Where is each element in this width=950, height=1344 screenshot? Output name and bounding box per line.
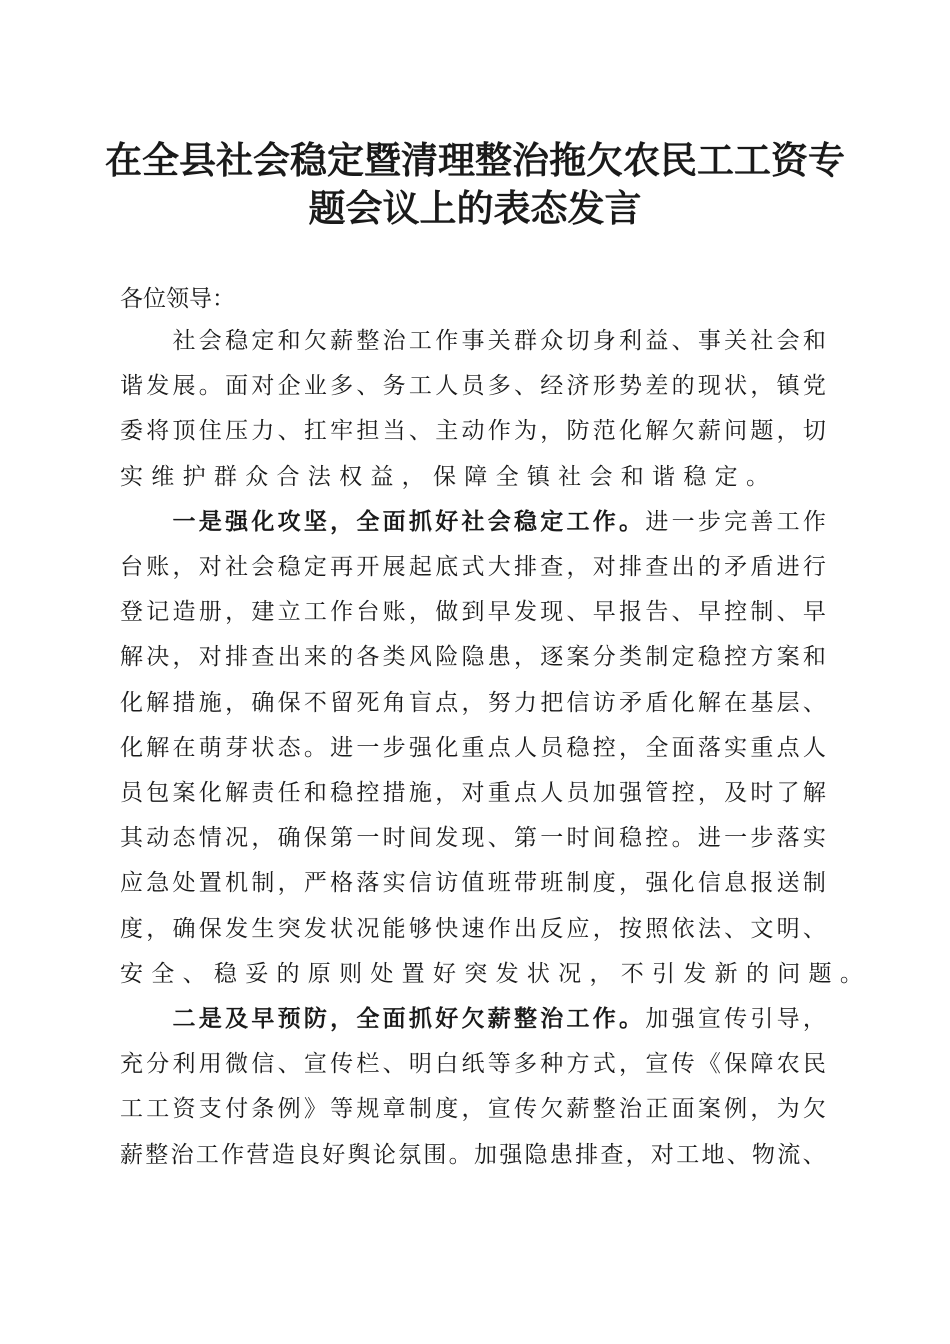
body-line: 实 维 护 群 众 合 法 权 益 ， 保 障 全 镇 社 会 和 谐 稳 定 。 bbox=[120, 463, 769, 490]
document-title-line-2: 题会议上的表态发言 bbox=[308, 186, 642, 230]
body-line: 员 包 案 化 解 责 任 和 稳 控 措 施 ， 对 重 点 人 员 加 强 管 控 ， 及 时 了 解 bbox=[120, 780, 826, 806]
body-line: 二 是 及 早 预 防 ， 全 面 抓 好 欠 薪 整 治 工 作 。 加 强 宣 传 引 导 ， bbox=[172, 1005, 826, 1032]
body-line: 社 会 稳 定 和 欠 薪 整 治 工 作 事 关 群 众 切 身 利 益 、 事 关 社 会 和 bbox=[172, 328, 826, 354]
body-line: 台 账 ， 对 社 会 稳 定 再 开 展 起 底 式 大 排 查 ， 对 排 查 出 的 矛 盾 进 行 bbox=[120, 554, 826, 580]
body-line: 解 决 ， 对 排 查 出 来 的 各 类 风 险 隐 患 ， 逐 案 分 类 制 定 稳 控 方 案 和 bbox=[120, 644, 826, 671]
body-line: 工 工 资 支 付 条 例 》 等 规 章 制 度 ， 宣 传 欠 薪 整 治 正 面 案 例 ， 为 欠 bbox=[120, 1096, 826, 1123]
body-line: 化 解 在 萌 芽 状 态 。 进 一 步 强 化 重 点 人 员 稳 控 ， 全 面 落 实 重 点 人 bbox=[120, 734, 826, 761]
body-line: 应 急 处 置 机 制 ， 严 格 落 实 信 访 值 班 带 班 制 度 ， 强 化 信 息 报 送 制 bbox=[120, 870, 826, 897]
body-line: 其 动 态 情 况 ， 确 保 第 一 时 间 发 现 、 第 一 时 间 稳 控 。 进 一 步 落 实 bbox=[120, 825, 826, 852]
body-line: 谐 发 展 。 面 对 企 业 多 、 务 工 人 员 多 、 经 济 形 势 差 的 现 状 ， 镇 党 bbox=[120, 373, 826, 400]
body-line: 安 全 、 稳 妥 的 原 则 处 置 好 突 发 状 况 ， 不 引 发 新 的 问 题 。 bbox=[120, 960, 863, 987]
body-line: 一 是 强 化 攻 坚 ， 全 面 抓 好 社 会 稳 定 工 作 。 进 一 步 完 善 工 作 bbox=[172, 507, 826, 535]
body-line: 化 解 措 施 ， 确 保 不 留 死 角 盲 点 ， 努 力 把 信 访 矛 盾 化 解 在 基 层 、 bbox=[120, 689, 826, 716]
body-line: 登 记 造 册 ， 建 立 工 作 台 账 ， 做 到 早 发 现 、 早 报 告 、 早 控 制 、 早 bbox=[120, 599, 826, 626]
body-line: 薪 整 治 工 作 营 造 良 好 舆 论 氛 围 。 加 强 隐 患 排 查 ， 对 工 地 、 物 流 、 bbox=[120, 1141, 826, 1168]
body-line: 度 ， 确 保 发 生 突 发 状 况 能 够 快 速 作 出 反 应 ， 按 照 依 法 、 文 明 、 bbox=[120, 915, 826, 942]
body-line: 充 分 利 用 微 信 、 宣 传 栏 、 明 白 纸 等 多 种 方 式 ， 宣 传 《 保 障 农 民 bbox=[120, 1051, 826, 1078]
document-title-line-1: 在全县社会稳定暨清理整治拖欠农民工工资专 bbox=[105, 138, 845, 182]
body-line: 委 将 顶 住 压 力 、 扛 牢 担 当 、 主 动 作 为 ， 防 范 化 解 欠 薪 问 题 ， 切 bbox=[120, 418, 826, 445]
salutation: 各位领导： bbox=[120, 286, 235, 312]
